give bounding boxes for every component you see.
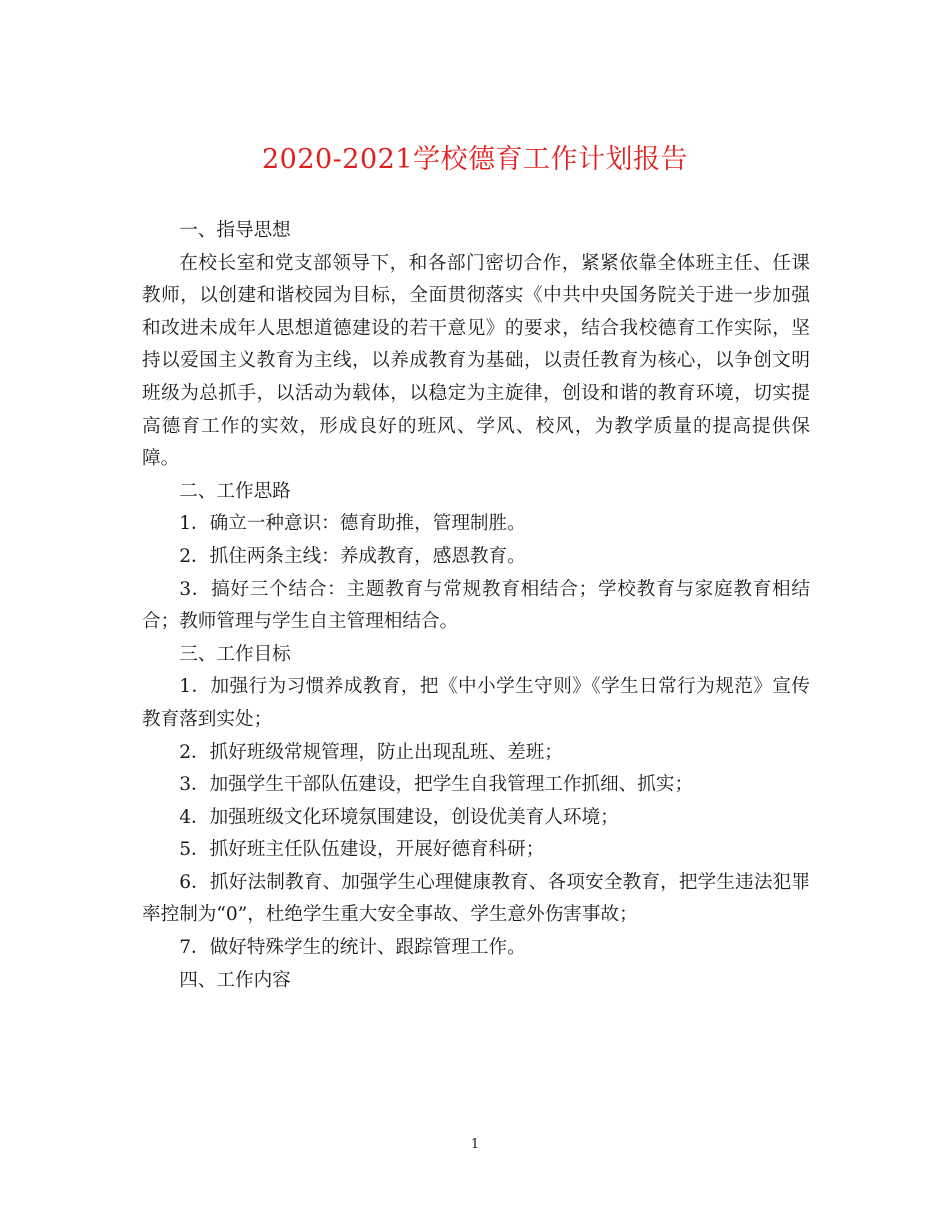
page-number: 1 <box>470 1137 480 1152</box>
list-item-goal-3: 3．加强学生干部队伍建设，把学生自我管理工作抓细、抓实； <box>179 774 694 796</box>
document-body <box>142 215 810 997</box>
paragraph-guiding-ideology: 在校长室和党支部领导下，和各部门密切合作，紧紧依靠全体班主任、任课教师，以创建和谐校园为目标，全面贯彻落实《中共中央国务院关于进一步加强和改进未成年人思想道德建设的若干意见》的要求，结合我校德育工作实际，坚持以爱国主义教育为主线，以养成教育为基础，以责任教育为核心，以争创文明班级为总抓手，以活动为载体，以稳定为主旋律，创设和谐的教育环境，切实提高德育工作的实效，形成良好的班风、学风、校风，为教学质量的提高提供保障。 <box>142 252 810 470</box>
section-heading-work-goals: 三、工作目标 <box>179 643 291 665</box>
document-title: 2020-2021学校德育工作计划报告 <box>261 144 689 175</box>
list-item-goal-7: 7．做好特殊学生的统计、跟踪管理工作。 <box>179 937 526 959</box>
list-item-goal-1: 1．加强行为习惯养成教育，把《中小学生守则》《学生日常行为规范》宣传教育落到实处； <box>142 676 810 730</box>
list-item-approach-1: 1．确立一种意识：德育助推，管理制胜。 <box>179 513 526 535</box>
list-item-goal-5: 5．抓好班主任队伍建设，开展好德育科研； <box>179 839 545 861</box>
section-heading-work-approach: 二、工作思路 <box>179 480 291 502</box>
list-item-goal-6: 6．抓好法制教育、加强学生心理健康教育、各项安全教育，把学生违法犯罪率控制为“0”，杜绝学生重大安全事故、学生意外伤害事故； <box>142 871 810 926</box>
list-item-approach-2: 2．抓住两条主线：养成教育，感恩教育。 <box>179 545 526 567</box>
list-item-approach-3: 3．搞好三个结合：主题教育与常规教育相结合；学校教育与家庭教育相结合；教师管理与学生自主管理相结合。 <box>142 578 810 633</box>
list-item-goal-4: 4．加强班级文化环境氛围建设，创设优美育人环境； <box>179 806 619 828</box>
section-heading-guiding-ideology: 一、指导思想 <box>179 220 291 241</box>
list-item-goal-2: 2．抓好班级常规管理，防止出现乱班、差班； <box>179 741 563 763</box>
section-heading-work-content: 四、工作内容 <box>179 969 291 991</box>
